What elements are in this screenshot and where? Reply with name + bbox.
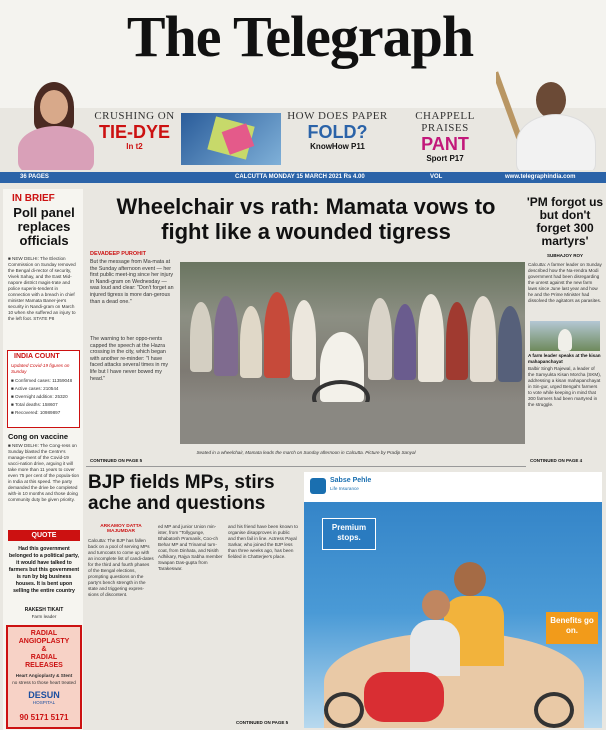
ad-brand: Sabse Pehle [330, 477, 372, 484]
covid-title: INDIA COUNT [14, 353, 60, 360]
brief-headline: Poll panel replaces officials [13, 205, 75, 248]
covid-list: ■ Confirmed cases: 11359048 ■ Active cases: 210544 ■ Overnight addition: 25320 ■ Total deaths: 158607 ■ Recovered: 10989897 [11, 378, 73, 415]
bjp-col-1: Calcutta: The BJP has fallen back on a pool of serving MPs and turncoats to come up with an incomplete list of candi-dates for the third and fourth phases of the Bengal elections, prompting questions on the party's bench strength in the state and triggering expres-sions of discontent. [88, 538, 154, 597]
insurance-ad[interactable] [304, 472, 602, 728]
cong-body: ■ NEW DELHI: The Cong-ress on Sunday blasted the Centre's manage-ment of the Covid-19 vacci-nation drive, arguing it will take more than 11 years to cover even 75 per cent of the popula-tion in India at this speed. The party demanded the drive be completed with-in 10 months and those doing community duty be given priority. [8, 443, 79, 502]
right-portrait [496, 70, 606, 170]
bjp-col-2: ed MP and junior Union min-ister, from "Tollygunge, Bhabatosh Pramanik, Coo-ch Behar MP and Trinamul turn-coat, from Dinhata, and Nisith Adhikary, Rajya Sabha member Swapan Das-gupta from Tarakeswar. [158, 524, 223, 571]
lead-continued[interactable]: CONTINUED ON PAGE 5 [90, 458, 143, 463]
teaser-pant[interactable]: CHAPPELL PRAISES PANT Sport P17 [415, 110, 475, 163]
dateline-bar [0, 172, 606, 183]
quote-label: QUOTE [8, 530, 80, 541]
divider [86, 466, 526, 467]
quote-author: RAKESH TIKAIT [24, 607, 64, 613]
lead-caption: Seated in a wheelchair, Mamata leads the march on Sunday afternoon in Calcutta. Picture by Pradip Sanyal [196, 450, 416, 455]
ad-premium-stops: Premium stops. [322, 518, 376, 550]
right-photo [530, 321, 600, 351]
ad-benefits-go-on: Benefits go on. [546, 612, 598, 644]
teaser-fold-image [181, 113, 281, 165]
lead-col-1b: The warning to her oppo-nents capped the speech at the Hazra crossing in the city, which began with another re-minder: "I have faced attacks several times in my life but I have never bowed my head." [90, 336, 169, 382]
ad-angioplasty-text: RADIAL ANGIOPLASTY & RADIAL RELEASES [18, 630, 70, 669]
volume-code: VOL [430, 174, 443, 180]
lead-byline: DEVADEEP PUROHIT [90, 251, 147, 257]
website-link[interactable]: www.telegraphindia.com [505, 174, 576, 180]
right-body-2: Balbir Singh Rajewal, a leader of the Samyukta Kisan Morcha (SKM), addressing a kisan mahapanchayat in Sin-gur, urged Bengal's farmers to vote while keeping in mind that 300 farmers had been martyred in the struggle. [528, 366, 602, 407]
dateline-date: CALCUTTA MONDAY 15 MARCH 2021 Rs 4.00 [235, 174, 365, 180]
teaser-tiedye[interactable]: CRUSHING ON TIE-DYE In t2 [94, 110, 175, 151]
quote-text: Had this government belonged to a political party, it would have talked to farmers but this government is run by big business houses. It is bent upon selling the entire country [8, 546, 80, 594]
masthead-title: The Telegraph [126, 4, 474, 69]
ad-subtag: no stress to those heart treated [12, 680, 76, 685]
right-headline[interactable]: 'PM forgot us but don't forget 300 martyrs' [526, 195, 604, 248]
sabse-pehle-logo-icon [310, 478, 326, 494]
in-brief-label: IN BRIEF [12, 193, 55, 204]
bjp-continued[interactable]: CONTINUED ON PAGE 5 [236, 720, 289, 725]
lead-headline[interactable]: Wheelchair vs rath: Mamata vows to fight like a wounded tigress [116, 194, 496, 244]
teaser-fold[interactable]: HOW DOES PAPER FOLD? KnowHow P11 [287, 110, 388, 151]
ad-tagline: Heart Angioplasty & Stent [15, 673, 73, 678]
bjp-byline: ARKAMOY DATTA MAJUMDAR [100, 524, 142, 534]
lead-photo [180, 262, 525, 444]
right-caption: A farm leader speaks at the kisan mahapanchayat [528, 353, 601, 364]
bjp-headline[interactable]: BJP fields MPs, stirs ache and questions [88, 472, 275, 514]
desun-sub: HOSPITAL [32, 700, 56, 705]
ad-phone[interactable]: 90 5171 5171 [19, 713, 69, 722]
left-portrait [12, 76, 100, 170]
right-byline: SUBHAJOY ROY [547, 253, 583, 258]
right-body: Calcutta: A farmer leader on Sunday described how the Na-rendra Modi government had been disregarding the unrest against the new farm laws since June last year and how he and the Prime Minister had dissolved the agitators as parasites. [528, 262, 602, 303]
desun-logo: DESUN [28, 690, 60, 700]
covid-sub: Updated Covid-19 figures on Sunday [11, 363, 70, 374]
brief-body: ■ NEW DELHI: The Election Commission on Sunday removed the Bengal di-rector of security, Vivek Sahay, and the East Mid-napore district magis-trate and police superin-tendent in connection with a breach in chief minister Mamata Baner-jee's security in Nandi-gram on March 10 when she suffered an injury to the left foot. STATE P8 [8, 256, 76, 321]
right-continued[interactable]: CONTINUED ON PAGE 4 [530, 458, 583, 463]
bjp-col-3: and his friend have been known to organise disapproves in public and then fail in line. Actress Payal Sarkar, who joined the BJP less than three weeks ago, has been fielded in Chatterjee's place. [228, 524, 298, 559]
ad-brand-sub: Life Insurance [330, 486, 359, 491]
lead-col-1: But the message from Ma-mata at the Sunday afternoon event — her first public meet-ing since her injury in Nandi-gram on Wednesday — was loud and clear: "Don't forget an injured tigress is more dan-gerous than a dead one." [90, 259, 174, 305]
page-count: 36 PAGES [20, 174, 49, 180]
quote-role: Farm leader [31, 614, 57, 619]
cong-headline: Cong on vaccine [8, 432, 69, 441]
